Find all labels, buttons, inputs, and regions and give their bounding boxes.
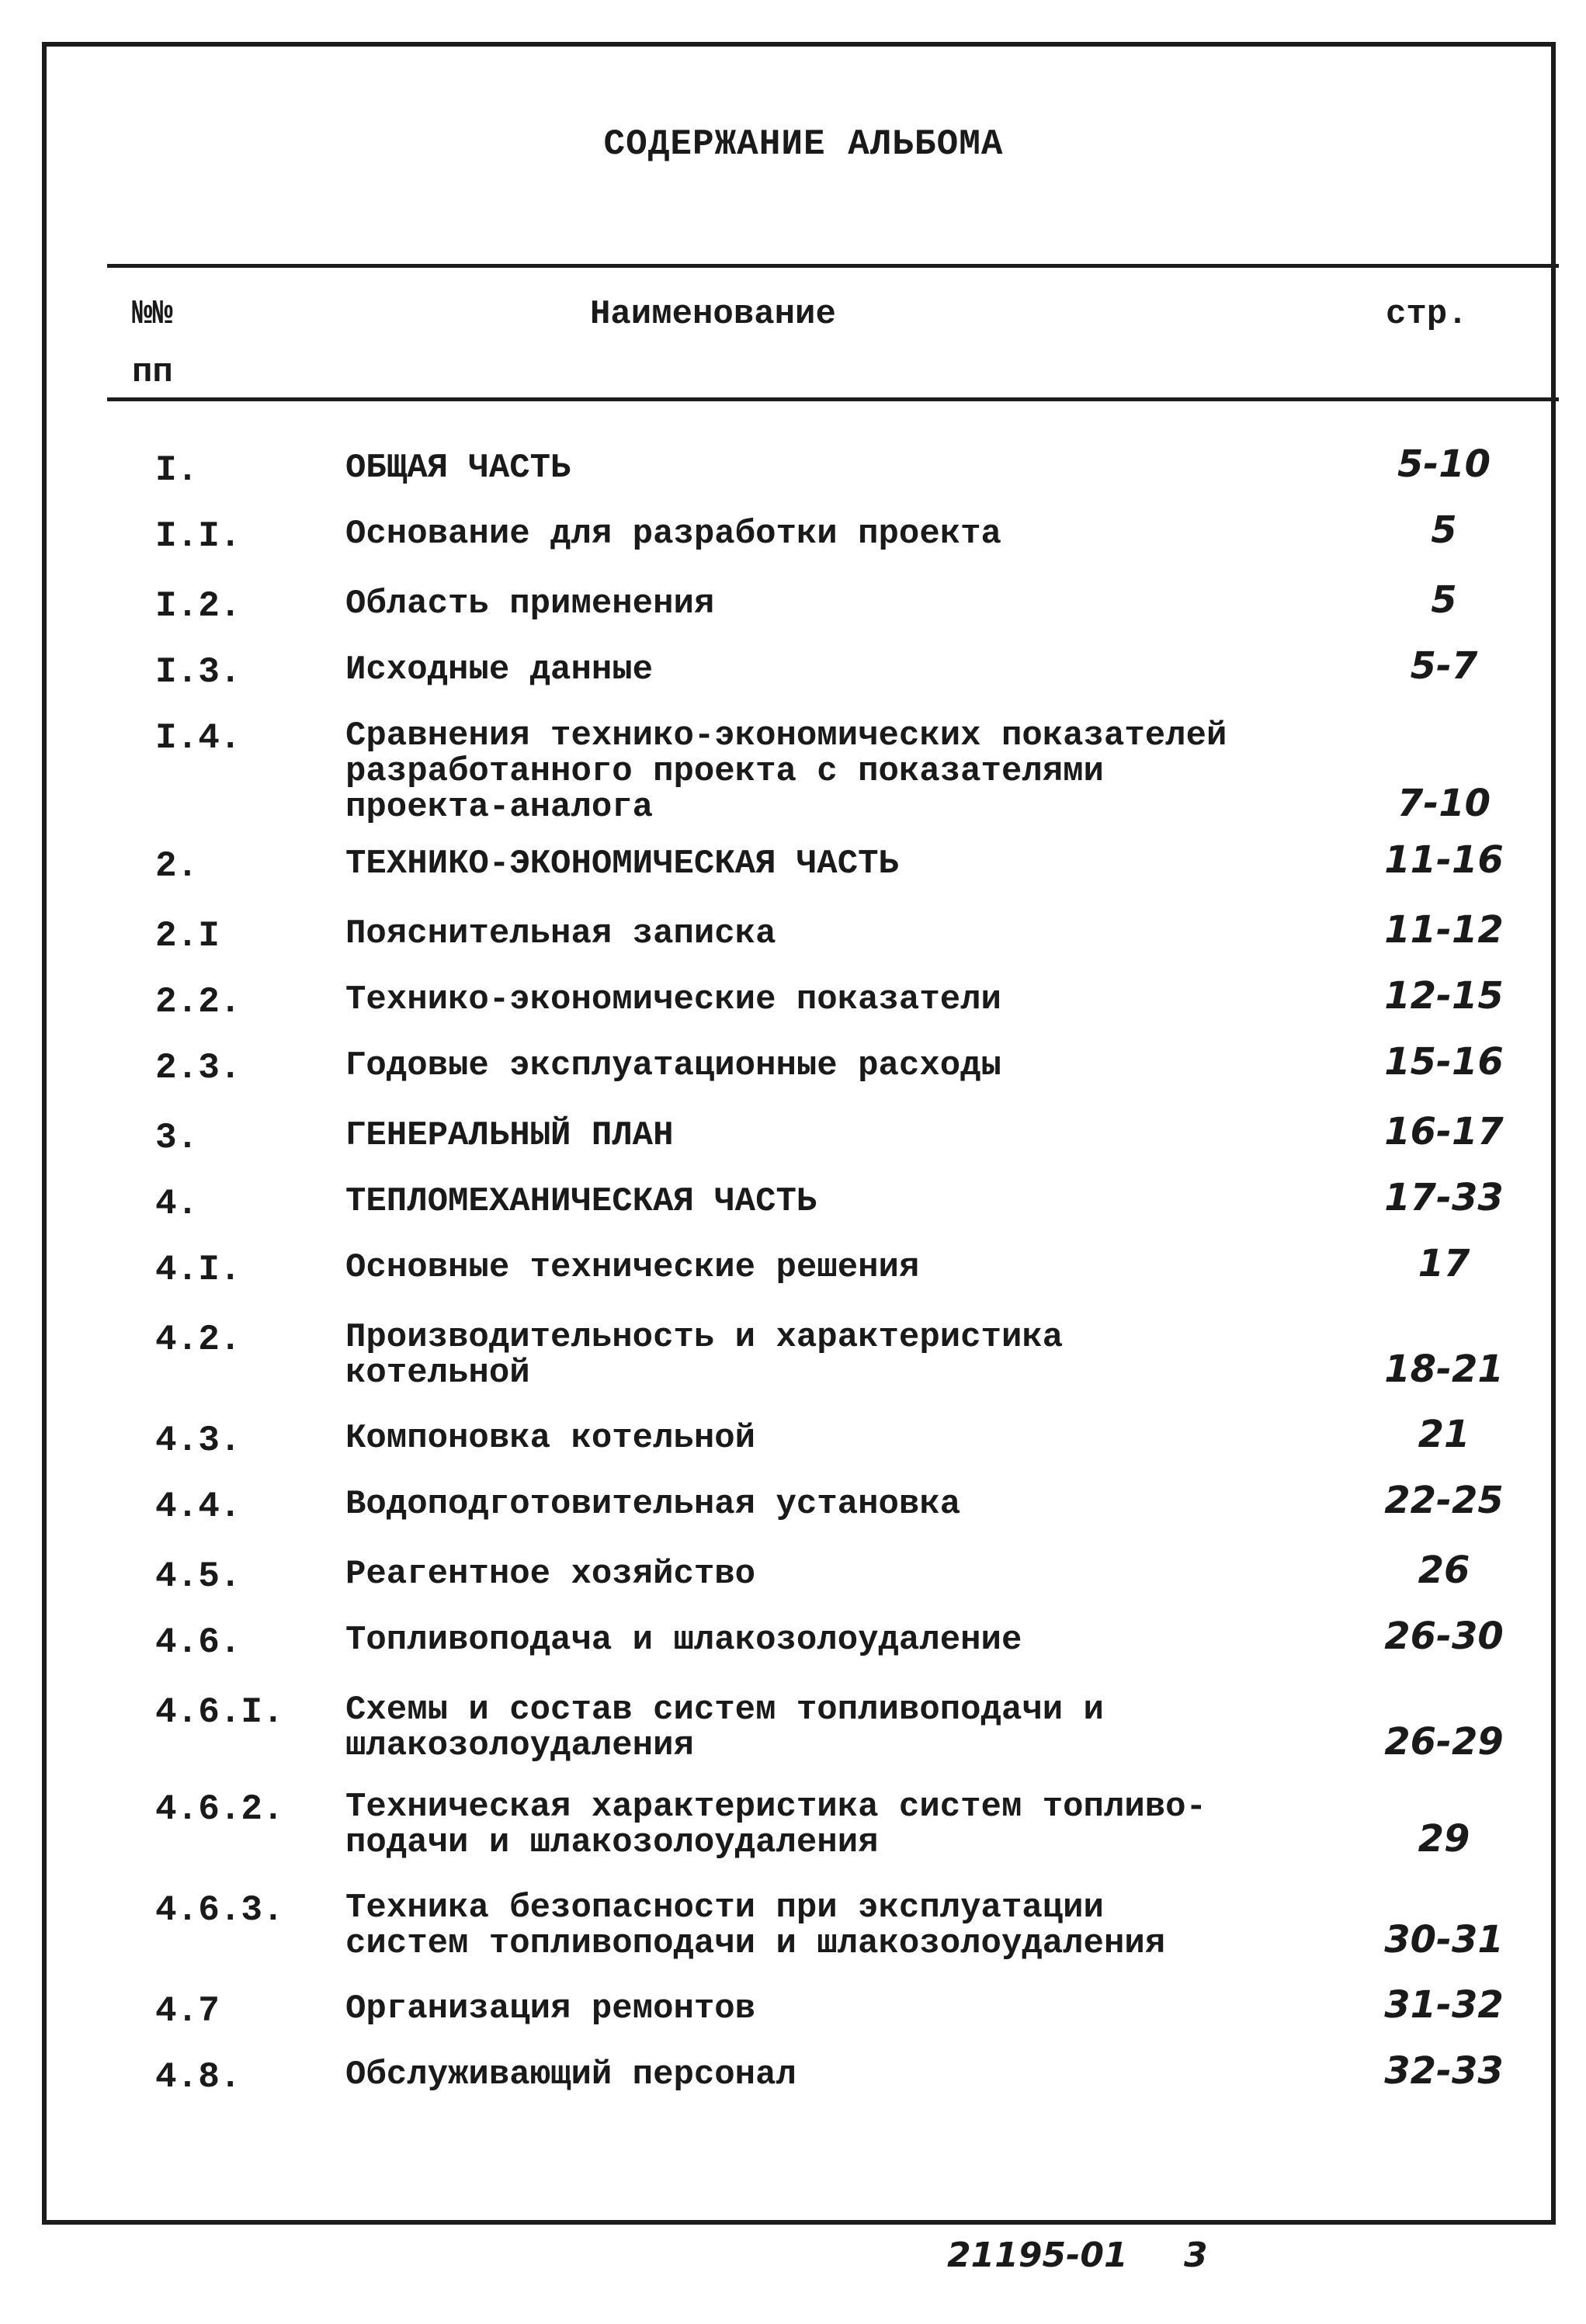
section-page: 11-16	[1384, 838, 1504, 882]
section-page: 12-15	[1384, 974, 1504, 1018]
section-number: 2.2.	[155, 982, 241, 1022]
section-number: I.3.	[155, 652, 241, 692]
section-page: 21	[1418, 1413, 1470, 1456]
section-number: 4.7	[155, 1991, 220, 2031]
section-page: 22-25	[1384, 1479, 1504, 1522]
section-name: Топливоподача и шлакозолоудаление	[345, 1621, 1022, 1660]
section-page: 31-32	[1384, 1983, 1504, 2027]
section-name: Производительность и характеристика котельной	[345, 1318, 1064, 1393]
section-name: Область применения	[345, 584, 715, 623]
section-page: 11-12	[1384, 908, 1504, 952]
doc-number: 21195-01	[947, 2236, 1128, 2275]
section-name: Техническая характеристика систем топливо- подачи и шлакозолоудаления	[345, 1788, 1206, 1862]
section-page: 17	[1418, 1242, 1470, 1285]
section-page: 5-10	[1397, 442, 1491, 486]
header-num-line1: №№	[132, 295, 173, 334]
section-page: 5	[1431, 508, 1457, 552]
section-number: 4.	[155, 1184, 199, 1224]
section-name: Техника безопасности при эксплуатации систем топливоподачи и шлакозолоудаления	[345, 1889, 1166, 1963]
section-number: 4.8.	[155, 2057, 241, 2097]
section-number: 4.4.	[155, 1486, 241, 1527]
section-name: Реагентное хозяйство	[345, 1555, 756, 1594]
section-number: 4.5.	[155, 1556, 241, 1597]
section-name: Водоподготовительная установка	[345, 1485, 961, 1524]
header-name: Наименование	[590, 295, 836, 334]
section-page: 30-31	[1384, 1918, 1504, 1962]
section-name: ТЕХНИКО-ЭКОНОМИЧЕСКАЯ ЧАСТЬ	[345, 845, 899, 883]
section-name: Схемы и состав систем топливоподачи и шлакозолоудаления	[345, 1691, 1104, 1765]
section-number: 4.6.I.	[155, 1692, 284, 1733]
section-number: 4.2.	[155, 1320, 241, 1360]
section-page: 15-16	[1384, 1040, 1504, 1084]
section-number: 4.6.	[155, 1622, 241, 1663]
section-number: 4.6.2.	[155, 1789, 284, 1830]
section-number: I.2.	[155, 586, 241, 626]
section-number: 3.	[155, 1118, 199, 1158]
section-name: Основные технические решения	[345, 1248, 920, 1287]
section-number: I.4.	[155, 718, 241, 758]
section-number: 4.I.	[155, 1250, 241, 1290]
section-name: Компоновка котельной	[345, 1419, 756, 1458]
section-name: Организация ремонтов	[345, 1989, 756, 2028]
page-title: СОДЕРЖАНИЕ АЛЬБОМА	[603, 124, 1004, 165]
header-num-line2: пп	[132, 353, 173, 392]
header-bottom-rule	[107, 397, 1559, 401]
section-number: 2.	[155, 846, 199, 886]
footer-page-number: 3	[1184, 2236, 1208, 2275]
section-number: 2.3.	[155, 1048, 241, 1088]
section-number: I.I.	[155, 516, 241, 557]
section-page: 26	[1418, 1549, 1470, 1592]
section-number: 2.I	[155, 916, 220, 956]
section-page: 17-33	[1384, 1176, 1504, 1219]
header-top-rule	[107, 264, 1559, 268]
section-name: Годовые эксплуатационные расходы	[345, 1046, 1001, 1085]
section-number: 4.3.	[155, 1420, 241, 1461]
header-page: стр.	[1386, 295, 1468, 334]
section-name: ТЕПЛОМЕХАНИЧЕСКАЯ ЧАСТЬ	[345, 1182, 817, 1221]
section-number: 4.6.3.	[155, 1890, 284, 1930]
section-page: 16-17	[1384, 1110, 1504, 1153]
section-name: Обслуживающий персонал	[345, 2055, 796, 2094]
section-page: 7-10	[1397, 782, 1491, 825]
section-name: Исходные данные	[345, 650, 654, 689]
section-name: Сравнения технико-экономических показателей разработанного проекта с показателями проекта-аналога	[345, 716, 1227, 827]
section-name: ГЕНЕРАЛЬНЫЙ ПЛАН	[345, 1116, 674, 1155]
section-name: Пояснительная записка	[345, 914, 776, 953]
section-page: 32-33	[1384, 2049, 1504, 2093]
section-name: Технико-экономические показатели	[345, 980, 1001, 1019]
section-page: 29	[1418, 1817, 1470, 1861]
section-page: 26-30	[1384, 1615, 1504, 1658]
section-page: 5	[1431, 578, 1457, 622]
section-page: 5-7	[1410, 644, 1478, 688]
section-page: 26-29	[1384, 1720, 1504, 1764]
section-page: 18-21	[1384, 1348, 1504, 1391]
document-frame	[42, 42, 1556, 2225]
section-number: I.	[155, 450, 199, 491]
section-name: ОБЩАЯ ЧАСТЬ	[345, 449, 571, 487]
section-name: Основание для разработки проекта	[345, 515, 1001, 553]
